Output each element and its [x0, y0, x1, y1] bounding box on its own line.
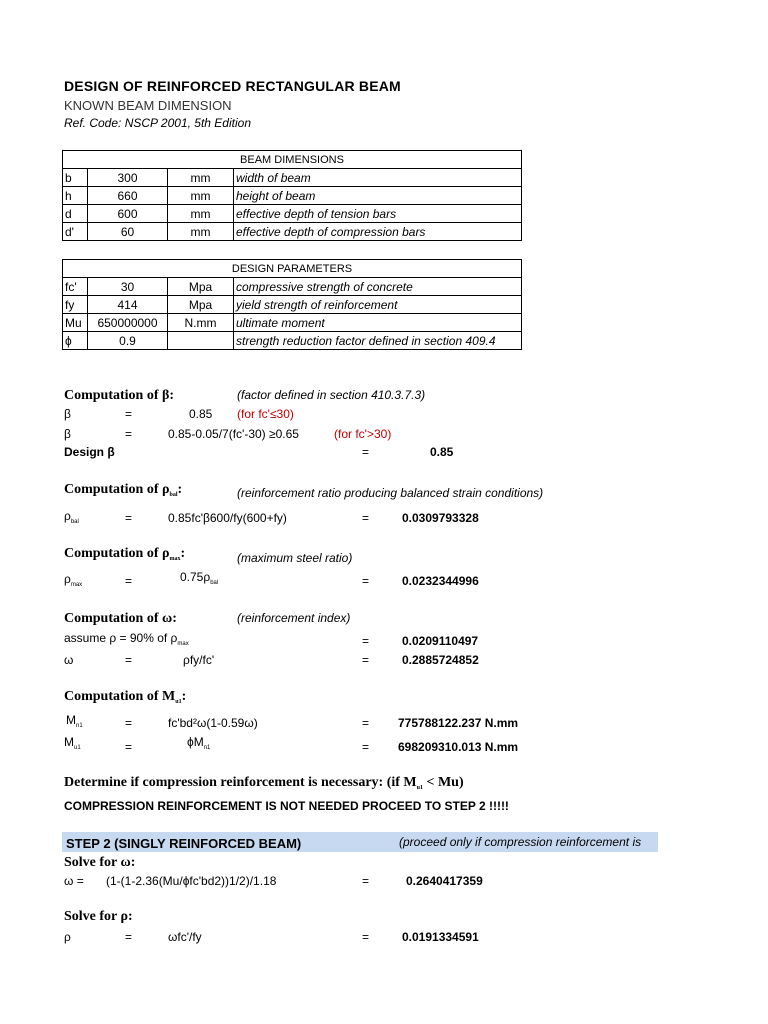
- param-value: 600: [88, 205, 168, 223]
- param-description: yield strength of reinforcement: [234, 296, 522, 314]
- rho-step2-value: 0.0191334591: [402, 930, 479, 944]
- rho-max-note: (maximum steel ratio): [237, 551, 353, 565]
- omega-value: 0.2885724852: [402, 653, 479, 667]
- beta-condition: (for fc'≤30): [237, 407, 294, 421]
- equals-sign: =: [362, 874, 370, 888]
- design-beta-value: 0.85: [430, 445, 454, 459]
- rho-bal-value: 0.0309793328: [402, 511, 479, 525]
- param-unit: mm: [168, 205, 234, 223]
- omega-assumption: assume ρ = 90% of $\rho_{max}$: [64, 631, 189, 647]
- equals-sign: =: [362, 740, 370, 754]
- equals-sign: =: [362, 574, 370, 588]
- rho-bal-note: (reinforcement ratio producing balanced strain conditions): [237, 486, 544, 500]
- param-description: height of beam: [234, 187, 522, 205]
- solve-omega-heading: Solve for ω:: [64, 855, 136, 870]
- table-row: [63, 332, 522, 350]
- param-description: effective depth of compression bars: [234, 223, 522, 241]
- omega-symbol: ω: [64, 653, 74, 667]
- param-description: compressive strength of concrete: [234, 278, 522, 296]
- rho-step2-expression: ωfc'/fy: [168, 930, 202, 944]
- rho-bal-heading: Computation of $\rho_{bal}$:: [64, 482, 183, 498]
- beta-expression: 0.85-0.05/7(fc'-30) ≥0.65: [168, 427, 299, 441]
- table-row: [63, 187, 522, 205]
- rho-bal-symbol: $\rho_{bal}$: [64, 509, 79, 525]
- param-value: 414: [88, 296, 168, 314]
- equals-sign: =: [125, 574, 133, 588]
- table-row: [63, 314, 522, 332]
- equals-sign: =: [362, 445, 370, 459]
- param-symbol: d: [63, 205, 88, 223]
- equals-sign: =: [362, 634, 370, 648]
- param-value: 60: [88, 223, 168, 241]
- equals-sign: =: [125, 427, 133, 441]
- param-value: 300: [88, 169, 168, 187]
- param-symbol: ϕ: [63, 332, 88, 350]
- equals-sign: =: [362, 930, 370, 944]
- compression-check-heading: Determine if compression reinforcement is necessary: (if $M_{u1} < Mu$): [64, 775, 464, 791]
- omega-lhs: ω =: [64, 874, 84, 888]
- compression-check-result: COMPRESSION REINFORCEMENT IS NOT NEEDED PROCEED TO STEP 2 !!!!!: [64, 799, 509, 813]
- equals-sign: =: [125, 930, 133, 944]
- param-value: 650000000: [88, 314, 168, 332]
- beta-symbol: β: [64, 407, 71, 421]
- equals-sign: =: [125, 716, 133, 730]
- step2-heading: STEP 2 (SINGLY REINFORCED BEAM): [66, 836, 302, 851]
- mu1-value: 698209310.013 N.mm: [398, 740, 519, 754]
- omega-step2-expression: (1-(1-2.36(Mu/ϕfc'bd2))1/2)/1.18: [106, 874, 277, 888]
- mn1-symbol: $M_{n1}$: [66, 713, 83, 729]
- equals-sign: =: [362, 653, 370, 667]
- omega-note: (reinforcement index): [237, 611, 351, 625]
- page-subtitle: KNOWN BEAM DIMENSION: [64, 98, 232, 113]
- solve-rho-heading: Solve for ρ:: [64, 909, 133, 924]
- mu1-expression: $\phi M_{n1}$: [187, 735, 211, 751]
- equals-sign: =: [125, 511, 133, 525]
- param-symbol: d': [63, 223, 88, 241]
- page-title: DESIGN OF REINFORCED RECTANGULAR BEAM: [64, 78, 401, 94]
- omega-step2-value: 0.2640417359: [406, 874, 483, 888]
- rho-bal-expression: 0.85fc'β600/fy(600+fy): [168, 511, 287, 525]
- beam-dimensions-table: [62, 150, 522, 241]
- param-unit: Mpa: [168, 296, 234, 314]
- param-value: 660: [88, 187, 168, 205]
- equals-sign: =: [125, 407, 133, 421]
- table-row: [63, 169, 522, 187]
- beta-expression: 0.85: [189, 407, 213, 421]
- rho-assumed-value: 0.0209110497: [402, 634, 479, 648]
- omega-heading: Computation of ω:: [64, 611, 177, 626]
- equals-sign: =: [125, 653, 133, 667]
- param-unit: Mpa: [168, 278, 234, 296]
- param-symbol: fc': [63, 278, 88, 296]
- param-symbol: h: [63, 187, 88, 205]
- param-symbol: fy: [63, 296, 88, 314]
- design-parameters-heading: DESIGN PARAMETERS: [63, 260, 522, 278]
- mu1-heading: Computation of $M_{u1}$:: [64, 689, 187, 705]
- table-row: [63, 278, 522, 296]
- beta-note: (factor defined in section 410.3.7.3): [237, 388, 426, 402]
- param-unit: mm: [168, 223, 234, 241]
- equals-sign: =: [362, 511, 370, 525]
- mn1-expression: fc'bd²ω(1-0.59ω): [168, 716, 258, 730]
- table-row: [63, 205, 522, 223]
- beta-symbol: β: [64, 427, 71, 441]
- rho-max-value: 0.0232344996: [402, 574, 479, 588]
- table-row: [63, 296, 522, 314]
- param-value: 30: [88, 278, 168, 296]
- beam-dimensions-heading: BEAM DIMENSIONS: [63, 151, 522, 169]
- reference-code: Ref. Code: NSCP 2001, 5th Edition: [64, 116, 251, 130]
- design-parameters-table: [62, 259, 522, 350]
- omega-expression: ρfy/fc': [183, 653, 215, 667]
- rho-max-expression: $0.75\rho_{bal}$: [180, 570, 219, 586]
- param-unit: N.mm: [168, 314, 234, 332]
- design-beta-label: Design β: [64, 445, 115, 459]
- equals-sign: =: [125, 740, 133, 754]
- beta-condition: (for fc'>30): [334, 427, 392, 441]
- rho-symbol: ρ: [64, 930, 71, 944]
- mn1-value: 775788122.237 N.mm: [398, 716, 519, 730]
- param-symbol: b: [63, 169, 88, 187]
- param-description: strength reduction factor defined in section 409.4: [234, 332, 522, 350]
- step2-note: (proceed only if compression reinforcement is: [399, 835, 642, 849]
- equals-sign: =: [362, 716, 370, 730]
- param-value: 0.9: [88, 332, 168, 350]
- beta-heading: Computation of β:: [64, 388, 175, 403]
- param-description: ultimate moment: [234, 314, 522, 332]
- param-description: width of beam: [234, 169, 522, 187]
- rho-max-symbol: $\rho_{max}$: [64, 572, 83, 588]
- param-symbol: Mu: [63, 314, 88, 332]
- table-row: [63, 223, 522, 241]
- param-unit: mm: [168, 187, 234, 205]
- mu1-symbol: $M_{u1}$: [64, 735, 81, 751]
- param-unit: [168, 332, 234, 350]
- param-description: effective depth of tension bars: [234, 205, 522, 223]
- rho-max-heading: Computation of $\rho_{max}$:: [64, 546, 186, 562]
- param-unit: mm: [168, 169, 234, 187]
